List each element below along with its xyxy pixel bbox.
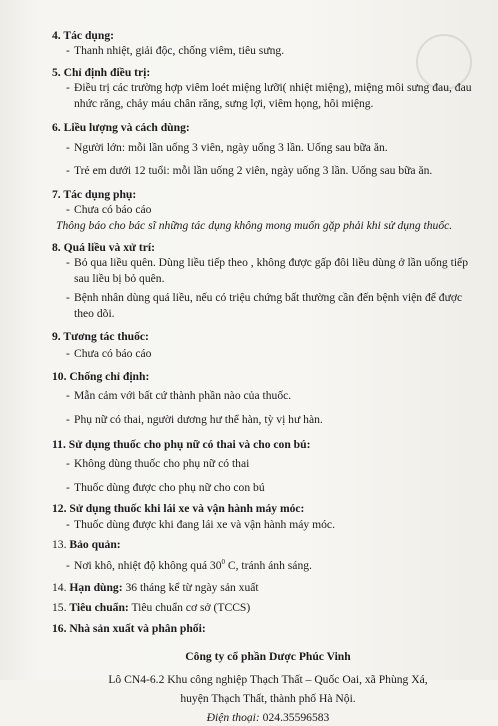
shelf-life-value: 36 tháng kể từ ngày sản xuất [122,581,259,594]
list-item: - Không dùng thuốc cho phụ nữ có thai [66,457,250,470]
section-4 [52,28,484,59]
list-item: - Điều trị các trường hợp viêm loét miệng lưỡi( nhiệt miệng), miệng môi sưng đau, đau nhức răng, chảy máu chân răng, sưng lợi, viêm họng, hôi miệng. [66,81,472,110]
section-13 [52,537,484,574]
section-title: Quá liều và xử trí: [63,241,155,254]
section-title: Tác dụng: [63,29,114,42]
section-number: 15. [52,601,67,614]
list-item: - Mẫn cảm với bất cứ thành phần nào của thuốc. [66,389,292,402]
section-11 [52,437,484,496]
list-item: - Chưa có báo cáo [66,347,152,360]
list-item: - Nơi khô, nhiệt độ không quá $30^0$ C, tránh ánh sáng. [66,558,312,572]
section-title: Bảo quản: [69,538,121,551]
phone-label: Điện thoại: [206,711,260,724]
list-item: - Bệnh nhân dùng quá liều, nếu có triệu chứng bất thường cần đến bệnh viện để được theo dõi. [66,291,463,320]
manufacturer-block [52,648,484,726]
section-number: 13. [52,538,67,551]
section-title: Liều lượng và cách dùng: [63,121,190,134]
section-15 [52,600,484,616]
list-item: - Thuốc dùng được khi đang lái xe và vận hành máy móc. [66,518,335,531]
list-item: - Trẻ em dưới 12 tuổi: mỗi lần uống 2 viên, ngày uống 3 lần. Uống sau bữa ăn. [66,164,433,177]
company-name: Công ty cổ phần Dược Phúc Vinh [185,650,351,663]
section-6 [52,120,484,179]
section-title: Sử dụng thuốc khi lái xe và vận hành máy móc: [69,502,305,515]
section-title: Tương tác thuốc: [63,330,149,343]
section-number: 9. [52,330,61,343]
section-number: 12. [52,502,67,515]
standard-value: Tiêu chuẩn cơ sở (TCCS) [128,601,251,614]
section-8 [52,240,484,322]
list-item: - Bỏ qua liều quên. Dùng liều tiếp theo , không được gấp đôi liều dùng ở lần uống tiếp sau liều bị bỏ quên. [66,256,468,285]
section-7 [52,187,484,234]
section-number: 7. [52,188,61,201]
section-title: Tiêu chuẩn: [69,601,129,614]
leaflet-content [52,28,484,726]
section-9 [52,329,484,362]
section-title: Sử dụng thuốc cho phụ nữ có thai và cho con bú: [68,438,311,451]
section-number: 11. [52,438,66,451]
section-number: 8. [52,241,61,254]
section-title: Chỉ định điều trị: [63,66,151,79]
company-phone [52,709,484,726]
list-item: - Thuốc dùng được cho phụ nữ cho con bú [66,481,265,494]
list-item: - Người lớn: mỗi lần uống 3 viên, ngày uống 3 lần. Uống sau bữa ăn. [66,141,388,154]
list-item: - Chưa có báo cáo [66,203,152,216]
company-address-line-2: huyện Thạch Thất, thành phố Hà Nội. [180,692,356,705]
section-number: 10. [52,370,67,383]
section-number: 16. [52,622,67,635]
section-12 [52,501,484,533]
section-number: 14. [52,581,67,594]
section-title: Tác dụng phụ: [63,188,137,201]
section-number: 5. [52,66,61,79]
section-14 [52,580,484,596]
list-item: - Phụ nữ có thai, người dương hư thể hàn, tỳ vị hư hàn. [66,413,323,426]
section-10 [52,369,484,428]
section-title: Hạn dùng: [69,581,123,594]
adverse-effect-note: Thông báo cho bác sĩ những tác dụng không mong muốn gặp phải khi sử dụng thuốc. [56,219,453,232]
section-16 [52,621,484,636]
section-title: Nhà sản xuất và phân phối: [69,622,206,635]
phone-number: 024.35596583 [259,711,330,724]
section-title: Chống chỉ định: [69,370,150,383]
section-number: 6. [52,121,61,134]
section-number: 4. [52,29,61,42]
list-item: - Thanh nhiệt, giải độc, chống viêm, tiêu sưng. [66,44,285,57]
section-5 [52,65,484,112]
company-address-line-1: Lô CN4-6.2 Khu công nghiệp Thạch Thất – Quốc Oai, xã Phùng Xá, [108,673,428,686]
